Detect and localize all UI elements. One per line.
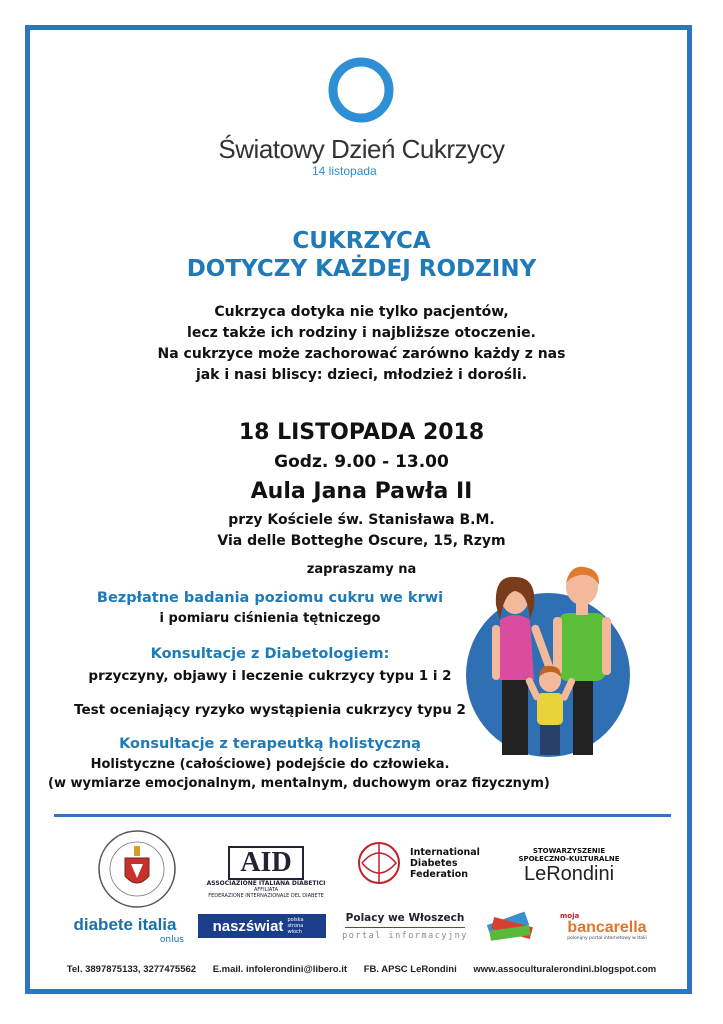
aid-logo-sub2: AFFILIATA: [253, 886, 279, 893]
offer3: Test oceniający ryzyko wystąpienia cukrzycy typu 2: [74, 702, 466, 718]
idf-globe-icon: [354, 838, 404, 888]
aid-logo-text: AID: [228, 846, 303, 880]
event-venue: Aula Jana Pawła II: [250, 479, 473, 504]
polacy-line2: portal informacyjny: [342, 930, 468, 941]
offer1-sub: i pomiaru ciśnienia tętniczego: [159, 611, 381, 626]
event-date: 18 LISTOPADA 2018: [238, 420, 485, 445]
lerondini-line1: STOWARZYSZENIE: [532, 846, 606, 855]
naszswiat-small: polska strona włoch: [287, 917, 304, 935]
offer4-sub1: Holistyczne (całościowe) podejście do człowieka.: [90, 757, 450, 772]
footer-email[interactable]: E.mail. infolerondini@libero.it: [212, 964, 348, 975]
diabete-italia-logo: [60, 912, 190, 948]
address-line2: Via delle Botteghe Oscure, 15, Rzym: [217, 533, 506, 549]
event-hours: Godz. 9.00 - 13.00: [274, 452, 449, 472]
logo-title: Światowy Dzień Cukrzycy: [218, 134, 505, 164]
offer2-sub: przyczyny, objawy i leczenie cukrzycy typu 1 i 2: [88, 668, 452, 684]
offer1-title: Bezpłatne badania poziomu cukru we krwi: [96, 590, 444, 606]
aid-logo: [204, 842, 328, 902]
footer-website[interactable]: www.assoculturalerondini.blogspot.com: [473, 964, 657, 975]
offer4-sub2: (w wymiarze emocjonalnym, mentalnym, duchowym oraz fizycznym): [48, 776, 550, 791]
intro-text: [0, 302, 723, 386]
lerondini-line3: LeRondini: [523, 862, 615, 885]
naszswiat-logo: [198, 914, 326, 938]
event-address: [0, 510, 723, 552]
headline-line2: DOTYCZY KAŻDEJ RODZINY: [186, 256, 537, 282]
intro-line: lecz także ich rodziny i najbliższe otoczenie.: [187, 325, 536, 341]
diabete-italia-text: diabete italia: [73, 915, 177, 934]
separator-line: [54, 814, 671, 817]
aid-logo-sub: ASSOCIAZIONE ITALIANA DIABETICI: [206, 879, 326, 887]
family-illustration-icon: [460, 565, 640, 765]
bancarella-moja: moja: [560, 911, 580, 920]
colorful-books-logo: [484, 904, 536, 948]
footer-facebook: FB. APSC LeRondini: [363, 964, 457, 975]
idf-logo: [352, 836, 482, 890]
intro-line: jak i nasi bliscy: dzieci, młodzież i dorośli.: [195, 367, 528, 383]
logo-date: 14 listopada: [312, 164, 377, 178]
idf-line1: International: [410, 846, 480, 858]
polacy-line-divider: [345, 927, 465, 928]
intro-line: Na cukrzyce może zachorować zarówno każdy z nas: [157, 346, 566, 362]
bancarella-sub: polonijny portal internetowy w Italii: [567, 935, 647, 941]
polacy-line1: Polacy we Włoszech: [345, 911, 465, 924]
diabete-italia-sub: onlus: [159, 935, 184, 945]
polacy-we-wloszech-logo: [340, 906, 470, 946]
naszswiat-text: naszświat: [212, 917, 284, 935]
address-line1: przy Kościele św. Stanisława B.M.: [228, 512, 495, 528]
seal-icon: [96, 828, 178, 910]
aid-logo-sub3: FEDERAZIONE INTERNAZIONALE DEL DIABETE: [208, 892, 324, 899]
polish-church-seal-logo: [96, 828, 178, 910]
headline-line1: CUKRZYCA: [292, 228, 431, 254]
idf-text: [410, 847, 480, 880]
lerondini-logo: [504, 838, 634, 894]
bancarella-text: bancarella: [567, 918, 647, 936]
books-icon: [484, 904, 536, 948]
idf-line2: Diabetes: [410, 857, 458, 869]
invite-text: zapraszamy na: [306, 562, 417, 577]
footer-phone: Tel. 3897875133, 3277475562: [66, 964, 197, 975]
bancarella-logo: [552, 908, 662, 944]
lerondini-line2: SPOŁECZNO-KULTURALNE: [518, 854, 620, 863]
idf-line3: Federation: [410, 868, 469, 880]
offer4-title: Konsultacje z terapeutką holistyczną: [119, 736, 421, 752]
intro-line: Cukrzyca dotyka nie tylko pacjentów,: [214, 304, 509, 320]
offer2-title: Konsultacje z Diabetologiem:: [150, 646, 390, 662]
blue-circle-icon: [328, 57, 394, 123]
footer-contact: [0, 964, 723, 975]
